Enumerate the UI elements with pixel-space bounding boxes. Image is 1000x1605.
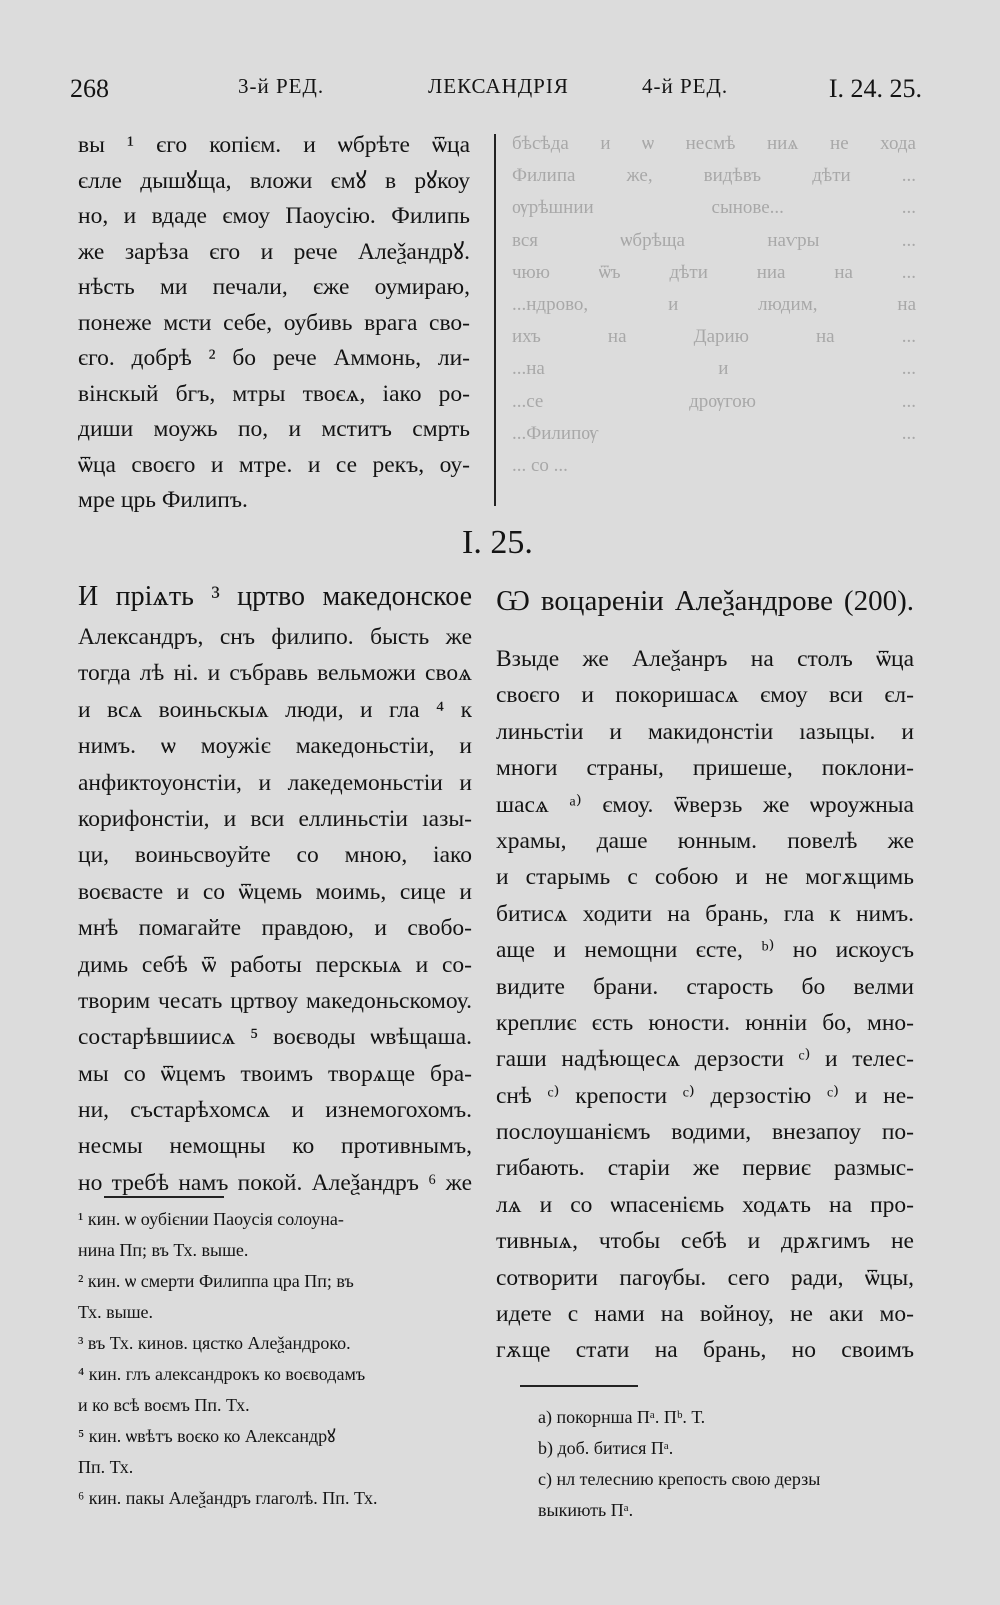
text-line: своєго и покоришасѧ ємоу вси єл-: [496, 682, 914, 709]
text-line: но, и вдаде ємоу Паоусію. Филипь: [78, 203, 470, 229]
text-line: гѫще стати на брань, но своимъ: [496, 1337, 914, 1364]
footnote-line: ⁴ кин. глъ александрокъ ко воєводамъ: [78, 1364, 366, 1384]
text-line: креплиє єсть юности. юнніи бо, мно-: [496, 1009, 914, 1036]
section-number: I. 25.: [462, 524, 533, 561]
footnotes-left: [78, 1204, 478, 1514]
text-line: понеже мсти себе, оубивь врага сво-: [78, 309, 470, 336]
footnote-line: ³ въ Тх. кинов. цястко Алеѯандроко.: [78, 1333, 351, 1353]
footnote-line: ² кин. ѡ смерти Филиппа цра Пп; въ: [78, 1271, 354, 1291]
left-redaction-label: 3-й РЕД.: [238, 74, 325, 98]
chapter-reference: I. 24. 25.: [828, 74, 922, 103]
text-line: єлле дышꙋща, вложи ємꙋ в рꙋкоу: [78, 167, 470, 194]
footnote-line: a) покорнша Пᵃ. Пᵇ. Т.: [538, 1407, 706, 1427]
footnote-line: Пп. Тх.: [78, 1457, 134, 1477]
title-spacer: [496, 627, 914, 641]
text-line: И пріѧть ³ цртво македонское: [78, 581, 472, 612]
running-header: [70, 74, 922, 108]
text-line: послоушаніємъ водими, внезапоу по-: [496, 1119, 914, 1146]
text-line: сотворити пагѹбы. сего ради, ѿцы,: [496, 1264, 914, 1291]
text-line: вінскый бгъ, мтры твоєѧ, іако ро-: [78, 380, 470, 407]
page-number: 268: [70, 74, 109, 103]
text-line: Взыде же Алеѯанръ на столъ ѿца: [496, 646, 914, 672]
faded-text-line: ...Филипѹ ...: [512, 422, 916, 444]
text-line: гибають. старіи же первиє размыс-: [496, 1155, 914, 1182]
faded-text-line: ...се дрѹгою ...: [512, 390, 916, 412]
text-line: тогда лѣ ні. и събравь вельможи своѧ: [78, 660, 472, 687]
text-line: анфиктоуонстіи, и лакедемоньстіи и: [78, 769, 472, 796]
right-redaction-label: 4-й РЕД.: [642, 74, 729, 98]
column-divider: [494, 134, 496, 506]
text-line: Александръ, снъ филипо. бысть же: [78, 624, 472, 650]
text-line: видите брани. старость бо велми: [496, 973, 914, 1000]
text-line: храмы, дашe юнным. повелѣ же: [496, 827, 914, 854]
text-line: ѿца своєго и мтре. и се рекъ, оу-: [78, 451, 470, 478]
section-title: Ѡ воцареніи Алеѯандрове (200).: [496, 585, 914, 617]
footnote-line: нина Пп; въ Тх. выше.: [78, 1240, 249, 1260]
text-line: несмы немощны ко противнымъ,: [78, 1133, 472, 1160]
text-line: и старымь с собою и не могѫщимь: [496, 864, 914, 891]
text-line: ци, воиньсвоуйте со мною, іако: [78, 842, 472, 869]
text-line: корифонстіи, и вси еллиньстіи ıазы-: [78, 805, 472, 832]
footnote-line: и ко всѣ воємъ Пп. Тх.: [78, 1395, 250, 1415]
text-line: диши моужь по, и мститъ смрть: [78, 416, 470, 442]
footnote-line: c) нл телеснию крепость свою дерзы: [538, 1469, 821, 1489]
text-line: нѣсть ми печали, єже оумираю,: [78, 274, 470, 300]
footnote-line: выкиють Пᵃ.: [538, 1500, 634, 1520]
footnote-line: b) доб. битися Пᵃ.: [538, 1438, 674, 1458]
text-line: тивныѧ, чтобы себѣ и дрѫгимъ не: [496, 1228, 914, 1255]
faded-text-line: Филипа же, видѣвъ дѣти ...: [512, 165, 916, 187]
footnote-rule-left: [104, 1196, 224, 1198]
faded-text-line: ... со ...: [512, 454, 568, 476]
faded-text-line: ѹрѣшнии сынове... ...: [512, 197, 916, 219]
text-line: битисѧ ходити на брань, гла к нимъ.: [496, 900, 914, 927]
text-line: творим чесать цртвоу македоньскомоу.: [78, 987, 472, 1014]
text-line: состарѣвшиисѧ ⁵ воєводы ѡвѣщаша.: [78, 1024, 472, 1051]
faded-text-line: ...ндрово, и людим, на: [512, 293, 916, 315]
text-line: єго. добрѣ ² бо рече Аммонь, ли-: [78, 345, 470, 371]
text-line: мре црь Филипъ.: [78, 487, 248, 513]
text-line: но требѣ намъ покой. Алеѯандръ ⁶ же: [78, 1169, 472, 1196]
text-line: мнѣ помагайте правдою, и свобо-: [78, 915, 472, 942]
footnote-line: ⁶ кин. пакы Алеѯандръ глаголѣ. Пп. Тх.: [78, 1488, 378, 1508]
faded-text-line: ...на и ...: [512, 358, 916, 380]
text-line: снѣ ᶜ⁾ крепости ᶜ⁾ дерзостію ᶜ⁾ и не-: [496, 1082, 914, 1109]
faded-text-line: чюю ѿъ дѣти ниа на ...: [512, 261, 916, 283]
text-line: лѧ и со ѡпасеніємь ходѧть на про-: [496, 1191, 914, 1218]
bottom-left-column: [78, 575, 472, 1201]
text-line: димь себѣ ѿ работы перскыѧ и со-: [78, 951, 472, 978]
text-line: вы ¹ єго копієм. и ѡбрѣте ѿца: [78, 132, 470, 158]
text-line: линьстіи и макидонстіи ıазыцы. и: [496, 718, 914, 745]
faded-text-line: бѣсѣда и ѡ несмѣ ниѧ не хода: [512, 133, 916, 154]
text-line: воєвасте и со ѿцемь моимь, сице и: [78, 878, 472, 905]
footnote-line: Тх. выше.: [78, 1302, 154, 1322]
text-line: многи страны, пришеше, поклони-: [496, 755, 914, 782]
top-left-column: [78, 128, 470, 519]
top-right-faded-column: [512, 128, 916, 482]
text-line: ни, състарѣхомсѧ и изнемогохомъ.: [78, 1097, 472, 1124]
text-line: идете с нами на войноу, не аки мо-: [496, 1301, 914, 1328]
bottom-right-column: [496, 575, 914, 1369]
text-line: мы со ѿцемъ твоимъ творѧще бра-: [78, 1060, 472, 1087]
footnote-line: ⁵ кин. ѡвѣтъ воєко ко Александрꙋ: [78, 1426, 336, 1446]
faded-text-line: ихъ на Дарию на ...: [512, 326, 916, 348]
text-line: аще и немощни єсте, ᵇ⁾ но искоусъ: [496, 937, 914, 964]
footnote-line: ¹ кин. ѡ оубієнии Паоусія солоуна-: [78, 1209, 344, 1229]
footnote-rule-right: [520, 1385, 638, 1387]
text-line: же зарѣза єго и рече Алеѯандрꙋ.: [78, 238, 470, 265]
text-line: и всѧ воиньскыѧ люди, и гла ⁴ к: [78, 696, 472, 723]
running-title: ЛЕКСАНДРІЯ: [428, 74, 569, 98]
text-line: шасѧ ᵃ⁾ ємоу. ѿверзь же ѡроужныа: [496, 791, 914, 818]
footnotes-right: [538, 1402, 918, 1526]
text-line: гаши надѣющесѧ дерзости ᶜ⁾ и телес-: [496, 1046, 914, 1073]
faded-text-line: вся ѡбрѣща наѵры ...: [512, 229, 916, 251]
text-line: нимъ. ѡ моужіє македоньстіи, и: [78, 733, 472, 760]
